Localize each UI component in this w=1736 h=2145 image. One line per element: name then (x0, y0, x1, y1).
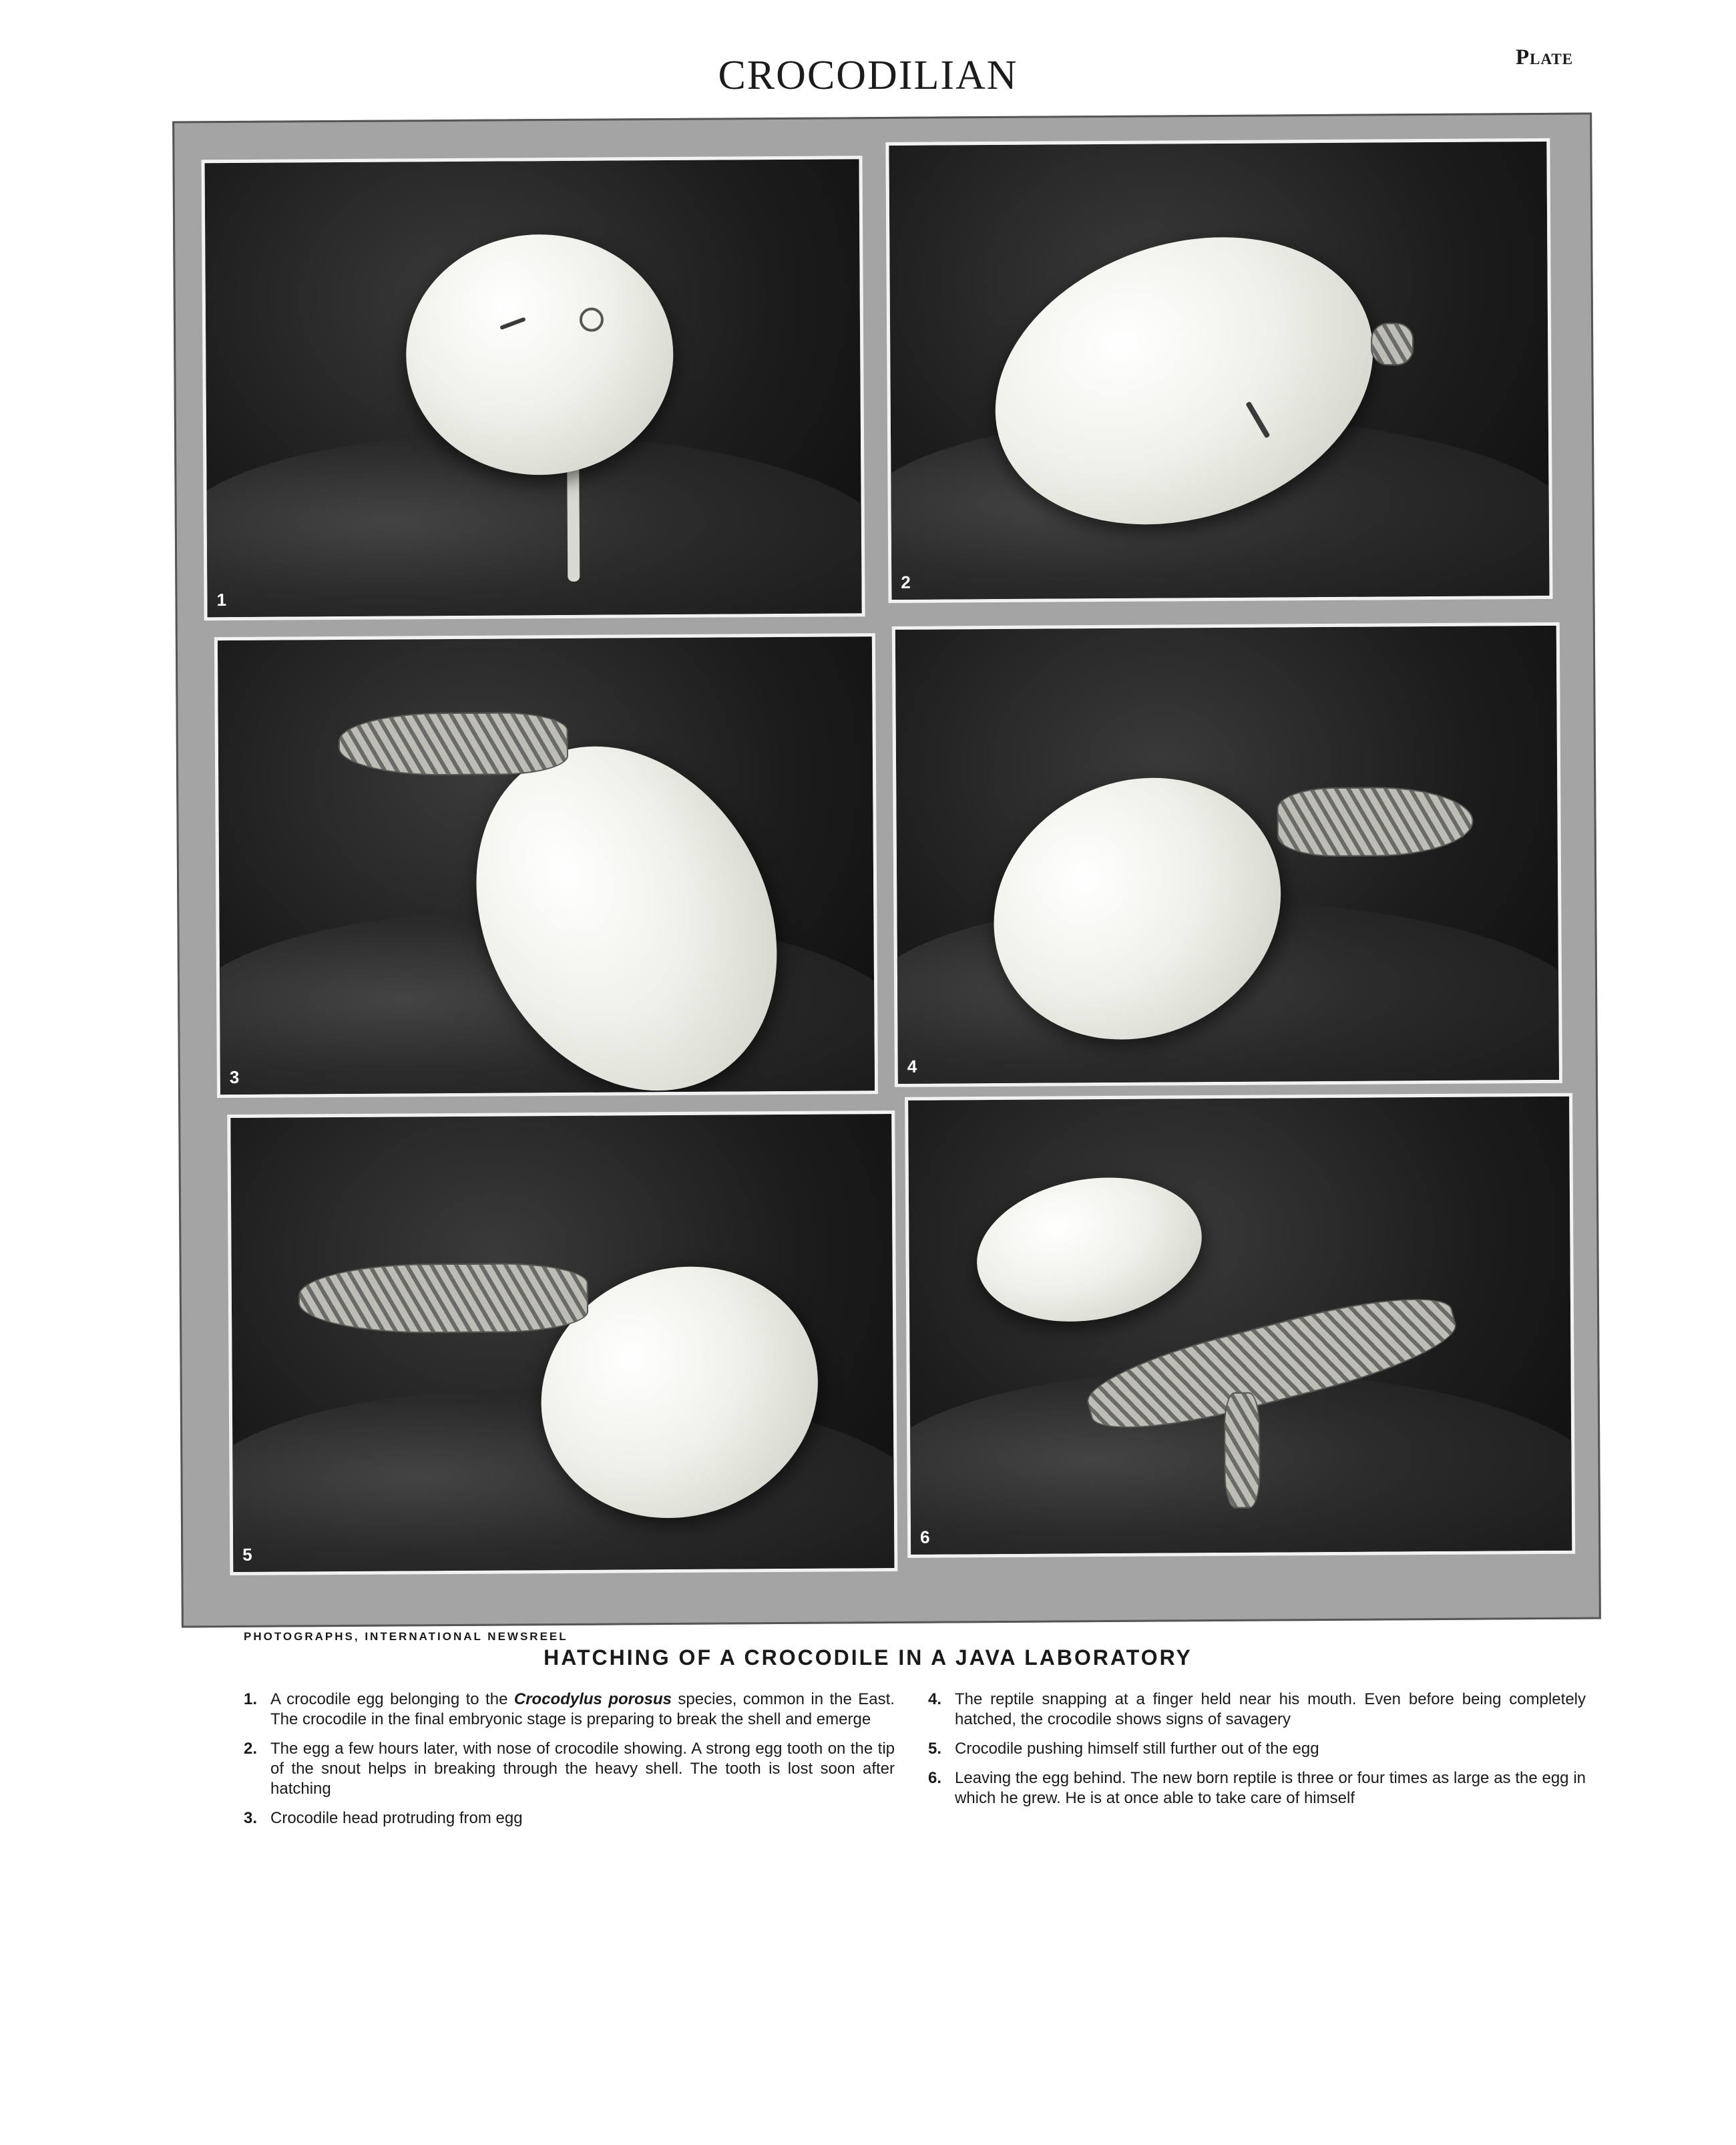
photo-3 (214, 633, 878, 1098)
photo-2 (885, 138, 1552, 603)
caption-title: HATCHING OF A CROCODILE IN A JAVA LABORATORY (544, 1645, 1192, 1670)
photo-number: 4 (907, 1056, 917, 1077)
egg (965, 1160, 1213, 1339)
caption-text: A crocodile egg belonging to the Crocodylus porosus species, common in the East. The crocodile in the final embryonic stage is preparing to break the shell and emerge (270, 1690, 895, 1728)
caption-item (928, 1768, 1586, 1808)
caption-item (244, 1739, 895, 1799)
photo-number: 5 (242, 1544, 252, 1565)
caption-number: 6. (928, 1769, 942, 1787)
caption-item (928, 1690, 1586, 1730)
photo-plate (172, 113, 1601, 1628)
caption-item (928, 1739, 1586, 1759)
captions-left (244, 1690, 895, 1838)
photo-number: 3 (229, 1066, 240, 1088)
caption-text: The egg a few hours later, with nose of crocodile showing. A strong egg tooth on the tip of the snout helps in breaking through the heavy shell. The tooth is lost soon after hatching (270, 1740, 895, 1798)
egg-crack (580, 308, 604, 332)
photo-number: 2 (901, 572, 911, 592)
caption-text: The reptile snapping at a finger held near his mouth. Even before being completely hatched, the crocodile shows signs of savagery (955, 1690, 1586, 1728)
caption-item (244, 1808, 895, 1828)
photo-6 (905, 1093, 1575, 1558)
plate-label: Plate (1516, 45, 1574, 69)
crocodile-head (1277, 787, 1474, 857)
photo-number: 1 (216, 590, 227, 610)
photo-5 (227, 1111, 897, 1575)
photo-credit: PHOTOGRAPHS, INTERNATIONAL NEWSREEL (244, 1630, 568, 1643)
caption-number: 3. (244, 1809, 258, 1827)
crocodile-head (339, 712, 569, 776)
caption-number: 5. (928, 1740, 942, 1758)
caption-number: 2. (244, 1740, 258, 1758)
page-title: CROCODILIAN (718, 53, 1018, 98)
caption-number: 4. (928, 1690, 942, 1708)
caption-text: Leaving the egg behind. The new born reptile is three or four times as large as the egg in which he grew. He is at once able to take care of himself (955, 1769, 1586, 1807)
photo-1 (201, 156, 865, 620)
caption-text: Crocodile head protruding from egg (270, 1809, 523, 1827)
crocodile-snout (1371, 323, 1414, 365)
caption-item (244, 1690, 895, 1730)
crocodile-head (298, 1263, 589, 1334)
photo-4 (892, 622, 1562, 1087)
photo-number: 6 (920, 1527, 930, 1547)
caption-number: 1. (244, 1690, 258, 1708)
captions-right (928, 1690, 1586, 1818)
egg (405, 234, 674, 475)
caption-text: Crocodile pushing himself still further out of the egg (955, 1740, 1319, 1758)
crocodile-leg (1224, 1392, 1261, 1509)
species-name: Crocodylus porosus (513, 1690, 672, 1708)
